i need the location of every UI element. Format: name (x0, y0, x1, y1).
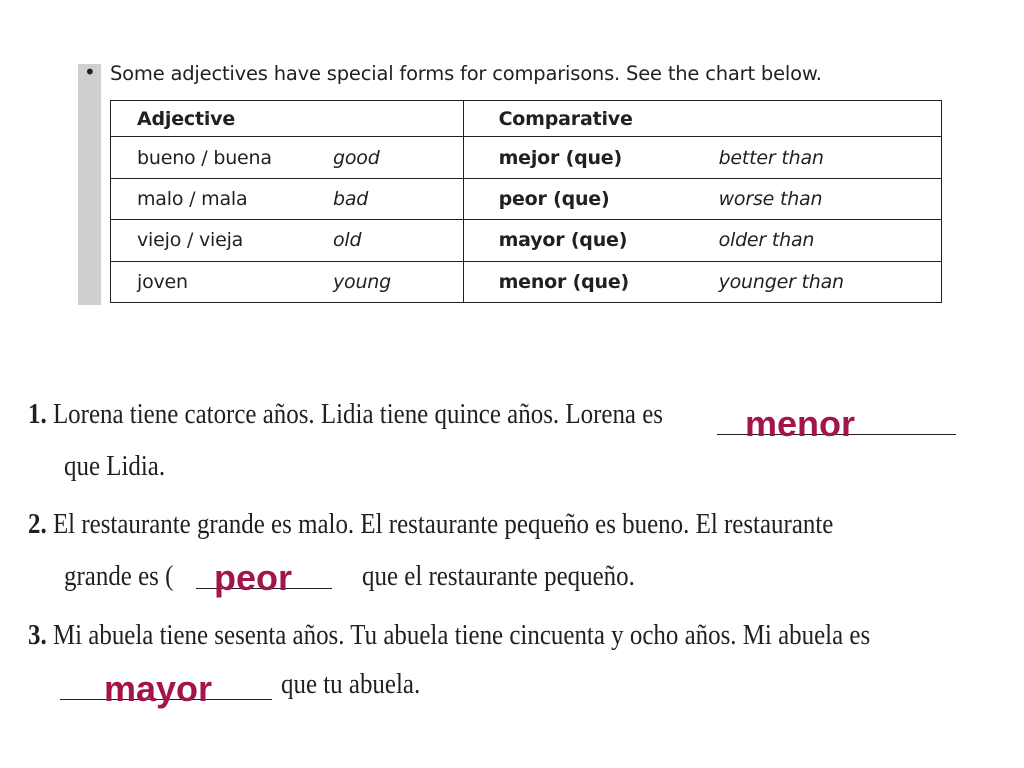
adjective-spanish: bueno / buena (137, 146, 272, 169)
exercise-2-line-2-prefix: grande es ( (64, 560, 174, 592)
intro-text: Some adjectives have special forms for comparisons. See the chart below. (110, 62, 822, 85)
adjective-cell (111, 261, 464, 302)
comparative-english: older than (718, 229, 815, 252)
adjective-spanish: joven (137, 270, 188, 293)
adjective-cell (111, 178, 464, 219)
exercise-3-line-1 (28, 619, 870, 651)
adjective-english: young (333, 270, 392, 293)
exercise-2-line-2-suffix: que el restaurante pequeño. (362, 560, 635, 592)
exercise-number: 2. (28, 508, 47, 540)
adjective-english: bad (333, 187, 369, 210)
adjective-spanish: malo / mala (137, 187, 248, 210)
exercise-3-line-2-suffix: que tu abuela. (281, 668, 421, 700)
comparative-english: worse than (718, 187, 823, 210)
exercise-2-answer: peor (214, 557, 293, 598)
comparative-cell (463, 178, 941, 219)
adjective-spanish: viejo / vieja (137, 229, 244, 252)
bullet-point: • (84, 60, 96, 84)
header-comparative: Comparative (463, 101, 941, 137)
exercise-1-line-2: que Lidia. (64, 450, 166, 482)
chart-row (111, 137, 942, 178)
exercise-3-answer: mayor (104, 668, 213, 709)
sidebar-gray-bar (78, 60, 101, 305)
exercise-number: 1. (28, 398, 47, 430)
chart-row (111, 178, 942, 219)
comparative-spanish: mejor (que) (498, 146, 622, 169)
adjective-english: old (333, 229, 362, 252)
chart-row (111, 261, 942, 302)
adjective-english: good (333, 146, 380, 169)
adjective-cell (111, 137, 464, 178)
comparative-cell (463, 261, 941, 302)
exercise-text: El restaurante grande es malo. El restaurante pequeño es bueno. El restaurante (52, 508, 834, 540)
comparative-spanish: mayor (que) (498, 229, 628, 252)
adjective-cell (111, 220, 464, 261)
exercise-1-answer: menor (745, 403, 856, 444)
chart-header-row (111, 101, 942, 137)
comparative-spanish: menor (que) (498, 270, 629, 293)
comparative-cell (463, 137, 941, 178)
header-adjective: Adjective (111, 101, 464, 137)
comparative-english: better than (718, 146, 824, 169)
comparative-spanish: peor (que) (498, 187, 610, 210)
exercise-2-line-1 (28, 508, 833, 540)
comparative-english: younger than (718, 270, 844, 293)
exercise-number: 3. (28, 619, 47, 651)
exercise-text: Lorena tiene catorce años. Lidia tiene quince años. Lorena es (52, 398, 664, 430)
exercise-1-line-1 (28, 398, 663, 430)
comparison-chart (110, 100, 942, 303)
chart-row (111, 220, 942, 261)
comparative-cell (463, 220, 941, 261)
exercise-text: Mi abuela tiene sesenta años. Tu abuela tiene cincuenta y ocho años. Mi abuela es (52, 619, 871, 651)
